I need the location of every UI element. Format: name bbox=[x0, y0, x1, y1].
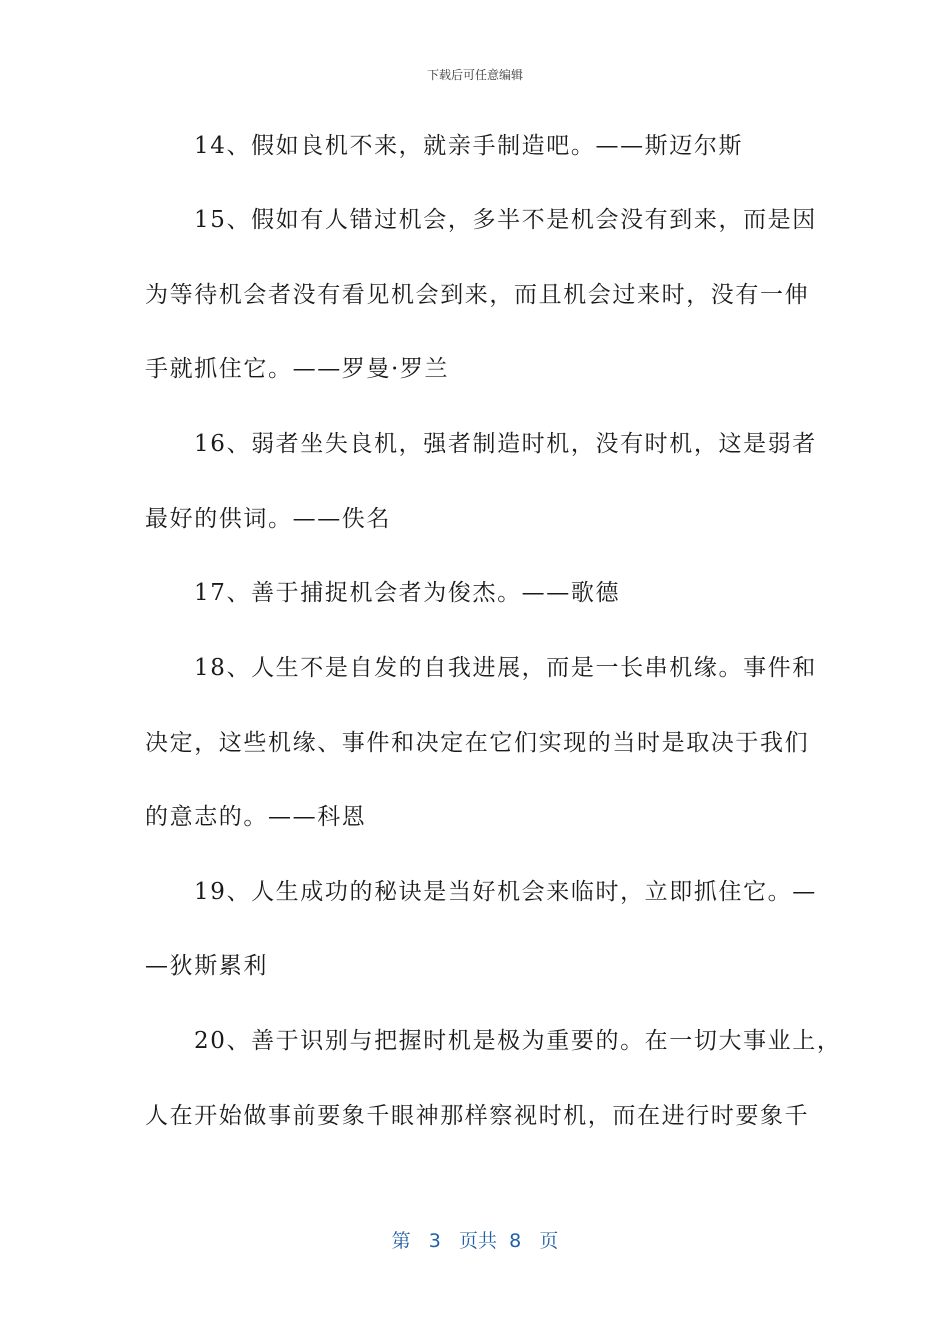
text-line: 人在开始做事前要象千眼神那样察视时机，而在进行时要象千 bbox=[145, 1103, 810, 1129]
page-number-footer bbox=[0, 1226, 950, 1253]
text-line: 为等待机会者没有看见机会到来，而且机会过来时，没有一伸 bbox=[145, 282, 810, 308]
current-page-number: 3 bbox=[428, 1230, 441, 1252]
page-mid-text: 页共 bbox=[459, 1230, 498, 1252]
text-line: 17、善于捕捉机会者为俊杰。——歌德 bbox=[194, 580, 621, 606]
text-line: 19、人生成功的秘诀是当好机会来临时，立即抓住它。— bbox=[194, 879, 817, 905]
text-line: 20、善于识别与把握时机是极为重要的。在一切大事业上， bbox=[194, 1028, 842, 1054]
page-header-note: 下载后可任意编辑 bbox=[426, 68, 523, 82]
text-line: 的意志的。——科恩 bbox=[145, 804, 367, 830]
text-line: —狄斯累利 bbox=[145, 953, 268, 979]
text-line: 14、假如良机不来，就亲手制造吧。——斯迈尔斯 bbox=[194, 133, 744, 159]
text-line: 16、弱者坐失良机，强者制造时机，没有时机，这是弱者 bbox=[194, 431, 817, 457]
page-prefix: 第 bbox=[391, 1230, 411, 1252]
total-pages-number: 8 bbox=[509, 1230, 522, 1252]
text-line: 手就抓住它。——罗曼·罗兰 bbox=[145, 356, 450, 382]
text-line: 最好的供词。——佚名 bbox=[145, 506, 391, 532]
page-suffix: 页 bbox=[539, 1230, 559, 1252]
text-line: 15、假如有人错过机会，多半不是机会没有到来，而是因 bbox=[194, 207, 817, 233]
text-line: 决定，这些机缘、事件和决定在它们实现的当时是取决于我们 bbox=[145, 730, 810, 756]
text-line: 18、人生不是自发的自我进展，而是一长串机缘。事件和 bbox=[194, 655, 817, 681]
